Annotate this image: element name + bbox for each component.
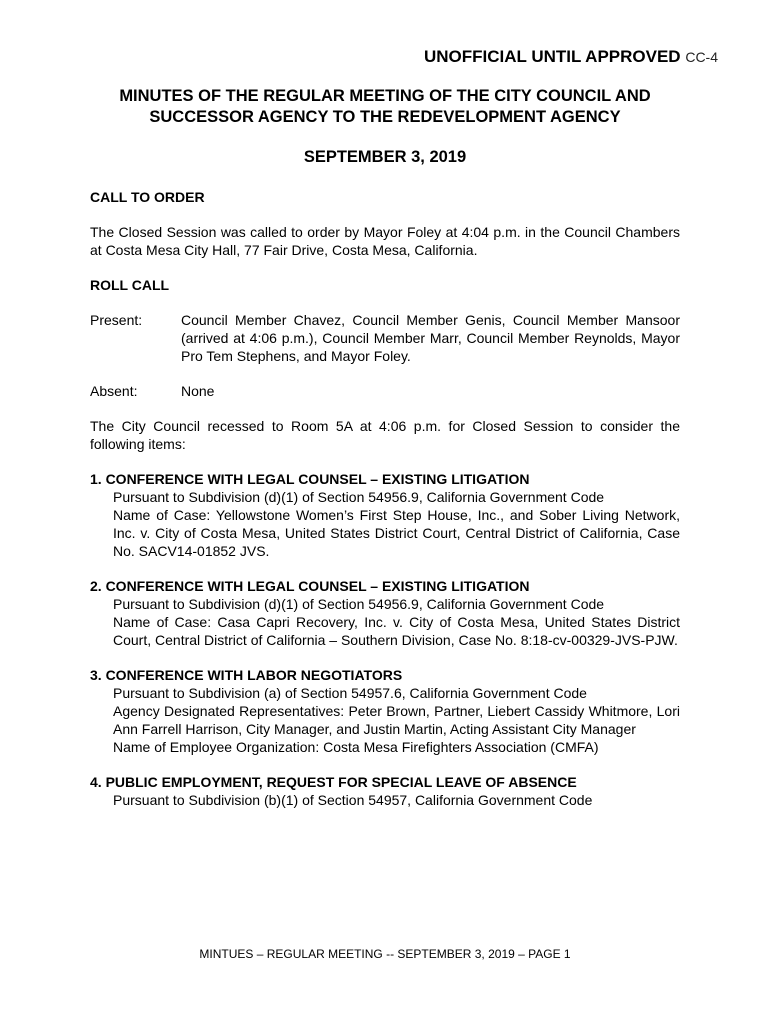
item-line: Name of Case: Casa Capri Recovery, Inc. v. City of Costa Mesa, United States District Court, Central District of California – Southern Division, Case No. 8:18-cv-00329-JVS-PJW. <box>113 614 680 648</box>
absent-row <box>90 382 680 400</box>
closed-session-item <box>90 577 680 649</box>
item-line: Name of Case: Yellowstone Women’s First Step House, Inc., and Sober Living Network, Inc. v. City of Costa Mesa, United States District Court, Central District of California, Case No. SACV14-01852 JVS. <box>113 507 680 559</box>
item-line: Pursuant to Subdivision (a) of Section 54957.6, California Government Code <box>113 685 587 701</box>
page-header <box>424 47 718 67</box>
roll-call-heading: ROLL CALL <box>90 277 170 293</box>
present-members: Council Member Chavez, Council Member Genis, Council Member Mansoor (arrived at 4:06 p.m.), Council Member Marr, Council Member Reynolds, Mayor Pro Tem Stephens, and Mayor Foley. <box>181 312 680 364</box>
closed-session-item <box>90 773 680 809</box>
page-footer: MINTUES – REGULAR MEETING -- SEPTEMBER 3, 2019 – PAGE 1 <box>199 947 571 961</box>
closed-session-item <box>90 470 680 560</box>
closed-session-item <box>90 666 680 756</box>
item-line: Pursuant to Subdivision (d)(1) of Section 54956.9, California Government Code <box>113 596 605 612</box>
title-line-2: SUCCESSOR AGENCY TO THE REDEVELOPMENT AGENCY <box>149 108 621 126</box>
recess-text: The City Council recessed to Room 5A at 4:06 p.m. for Closed Session to consider the following items: <box>90 418 680 452</box>
item-line: Name of Employee Organization: Costa Mesa Firefighters Association (CMFA) <box>113 739 599 755</box>
minutes-body <box>90 188 680 809</box>
title-line-1: MINUTES OF THE REGULAR MEETING OF THE CITY COUNCIL AND <box>119 87 651 105</box>
item-heading: 4. PUBLIC EMPLOYMENT, REQUEST FOR SPECIAL LEAVE OF ABSENCE <box>90 774 577 790</box>
item-line: Pursuant to Subdivision (d)(1) of Section 54956.9, California Government Code <box>113 489 605 505</box>
document-title <box>0 86 770 128</box>
present-row <box>90 311 680 365</box>
absent-label: Absent: <box>90 383 138 399</box>
item-heading: 1. CONFERENCE WITH LEGAL COUNSEL – EXISTING LITIGATION <box>90 471 530 487</box>
meeting-date: SEPTEMBER 3, 2019 <box>303 148 467 166</box>
approval-status: UNOFFICIAL UNTIL APPROVED <box>424 47 681 66</box>
absent-members: None <box>181 383 215 399</box>
call-to-order-text: The Closed Session was called to order by Mayor Foley at 4:04 p.m. in the Council Chambers at Costa Mesa City Hall, 77 Fair Drive, Costa Mesa, California. <box>90 224 680 258</box>
agenda-code: CC-4 <box>685 49 718 65</box>
item-heading: 3. CONFERENCE WITH LABOR NEGOTIATORS <box>90 667 403 683</box>
call-to-order-heading: CALL TO ORDER <box>90 189 205 205</box>
item-line: Pursuant to Subdivision (b)(1) of Section 54957, California Government Code <box>113 792 593 808</box>
item-heading: 2. CONFERENCE WITH LEGAL COUNSEL – EXISTING LITIGATION <box>90 578 530 594</box>
item-line: Agency Designated Representatives: Peter Brown, Partner, Liebert Cassidy Whitmore, Lori Ann Farrell Harrison, City Manager, and Justin Martin, Acting Assistant City Manager <box>113 703 680 737</box>
present-label: Present: <box>90 312 143 328</box>
